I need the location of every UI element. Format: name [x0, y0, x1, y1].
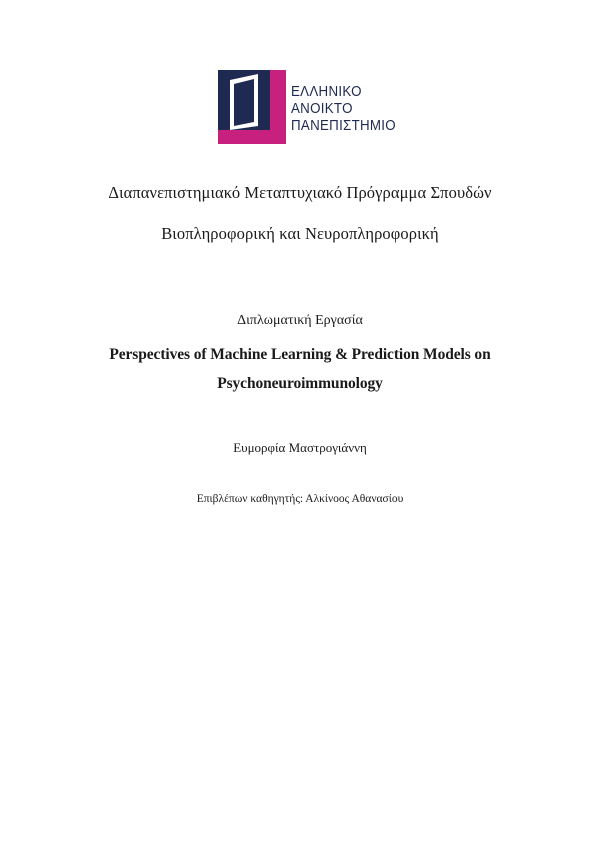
thesis-title-line-1: Perspectives of Machine Learning & Prediction Models on [109, 346, 491, 363]
program-name: Διαπανεπιστημιακό Μεταπτυχιακό Πρόγραμμα Σπουδών [108, 183, 492, 202]
logo-line-1: ΕΛΛΗΝΙΚΟ [291, 84, 362, 100]
logo-line-2: ΑΝΟΙΚΤΟ [291, 101, 353, 117]
document-type: Διπλωματική Εργασία [237, 313, 363, 328]
logo-line-3: ΠΑΝΕΠΙΣΤΗΜΙΟ [291, 118, 396, 134]
supervisor-line: Επιβλέπων καθηγητής: Αλκίνοος Αθανασίου [196, 493, 404, 505]
university-logo [218, 70, 418, 144]
author-name: Ευμορφία Μαστρογιάννη [233, 440, 367, 455]
specialization-name: Βιοπληροφορική και Νευροπληροφορική [161, 224, 439, 243]
thesis-title-line-2: Psychoneuroimmunology [217, 375, 383, 392]
university-emblem-icon [218, 70, 286, 144]
logo-wordmark [291, 84, 396, 135]
